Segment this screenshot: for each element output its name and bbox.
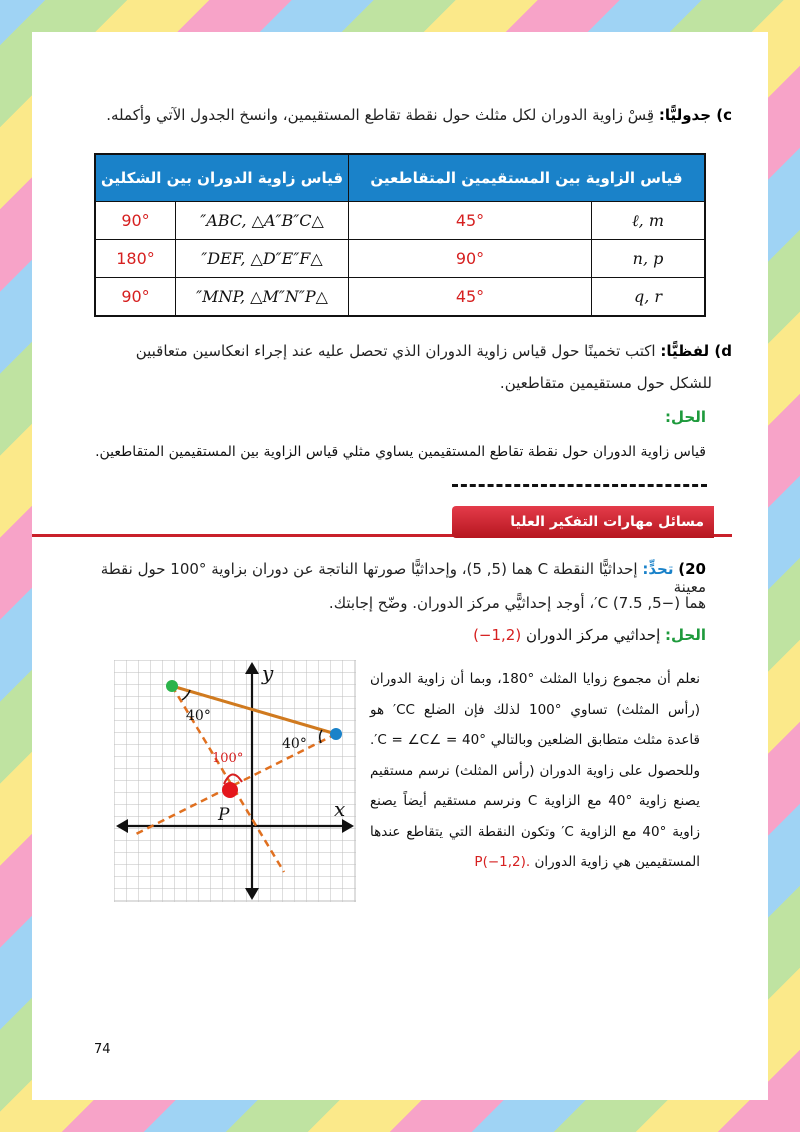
cell-lines: n, p bbox=[592, 240, 706, 278]
cell-angle-between: 45° bbox=[349, 202, 592, 240]
table-header-row bbox=[95, 154, 705, 202]
q20-text-1: إحداثيًّا النقطة C هما (5, 5)، وإحداثيًّا صورتها الناتجة عن دوران بزاوية °100 حول نقطة معينة bbox=[100, 560, 706, 596]
q20-solution-label: الحل: bbox=[665, 626, 706, 644]
table-row bbox=[95, 202, 705, 240]
part-c-line bbox=[52, 106, 732, 124]
x-axis-label: x bbox=[334, 797, 346, 821]
graph-grid bbox=[114, 660, 356, 902]
q20-explanation-text: نعلم أن مجموع زوايا المثلث °180، وبما أن زاوية الدوران (رأس المثلث) تساوي °100 لذلك فإن الضلع CC′ هو قاعدة مثلث متطابق الضلعين وبالتالي °40 = ∠C = ∠C′. وللحصول على زاوية الدوران (رأس المثلث) نرسم مستقيم يصنع زاوية °40 مع الزاوية C ونرسم مستقيم أيضاً يصنع زاوية °40 مع الزاوية C′ وتكون النقطة التي يتقاطع عندها المستقيمين هي زاوية الدوران bbox=[370, 671, 701, 870]
part-d-text-2: للشكل حول مستقيمين متقاطعين. bbox=[499, 374, 712, 392]
q20-label: تحدٍّ: bbox=[642, 560, 674, 578]
rotation-graph bbox=[114, 660, 356, 902]
y-axis-label: y bbox=[262, 661, 274, 685]
header-rotation-angle: قياس زاوية الدوران بين الشكلين bbox=[95, 154, 349, 202]
cell-angle-between: 90° bbox=[349, 240, 592, 278]
page-number: 74 bbox=[94, 1042, 111, 1057]
table-row bbox=[95, 278, 705, 317]
q20-solution bbox=[473, 626, 706, 644]
cell-rotation: 90° bbox=[95, 278, 176, 317]
part-d-line-1 bbox=[72, 342, 732, 360]
worksheet-page bbox=[32, 32, 768, 1100]
cell-triangles: △ABC, △A″B″C″ bbox=[176, 202, 349, 240]
angle-label-c-prime: 40° bbox=[186, 708, 211, 724]
part-d-text-1: اكتب تخمينًا حول قياس زاوية الدوران الذي تحصل عليه عند إجراء انعكاسين متعاقبين bbox=[135, 342, 656, 360]
q20-solution-text: إحداثيي مركز الدوران bbox=[526, 626, 661, 644]
header-angle-between-lines: قياس الزاوية بين المستقيمين المتقاطعين bbox=[349, 154, 706, 202]
cell-lines: q, r bbox=[592, 278, 706, 317]
part-c-text: قِسْ زاوية الدوران لكل مثلث حول نقطة تقاطع المستقيمين، وانسخ الجدول الآتي وأكمله. bbox=[106, 106, 655, 124]
cell-triangles: △MNP, △M″N″P″ bbox=[176, 278, 349, 317]
q20-line-1 bbox=[66, 560, 706, 596]
part-d-solution-label: الحل: bbox=[665, 408, 706, 426]
cell-lines: ℓ, m bbox=[592, 202, 706, 240]
point-p-label: P bbox=[218, 805, 230, 825]
cell-rotation: 90° bbox=[95, 202, 176, 240]
table-row bbox=[95, 240, 705, 278]
point-p bbox=[222, 782, 238, 798]
cell-rotation: 180° bbox=[95, 240, 176, 278]
cell-triangles: △DEF, △D″E″F″ bbox=[176, 240, 349, 278]
section-banner: مسائل مهارات التفكير العليا bbox=[452, 506, 714, 538]
part-d-answer: قياس زاوية الدوران حول نقطة تقاطع المستقيمين يساوي مثلي قياس الزاوية بين المستقيمين المتقاطعين. bbox=[95, 444, 706, 460]
q20-explanation-value: P(−1,2). bbox=[474, 854, 531, 870]
q20-number: 20) bbox=[678, 560, 706, 578]
angle-label-p: 100° bbox=[212, 751, 244, 766]
point-c-prime bbox=[166, 680, 178, 692]
part-c-label: c) جدوليًّا: bbox=[658, 106, 732, 124]
cell-angle-between: 45° bbox=[349, 278, 592, 317]
part-d-label: d) لفظيًّا: bbox=[660, 342, 732, 360]
angle-label-c: 40° bbox=[282, 736, 307, 752]
q20-text-2: هما (−5, 7.5) C′، أوجد إحداثيًّي مركز الدوران. وضّح إجابتك. bbox=[328, 594, 706, 612]
dashed-divider bbox=[452, 484, 707, 487]
rotation-table bbox=[94, 153, 706, 317]
q20-solution-value: (−1,2) bbox=[473, 626, 522, 644]
q20-explanation bbox=[370, 664, 700, 878]
point-c bbox=[330, 728, 342, 740]
